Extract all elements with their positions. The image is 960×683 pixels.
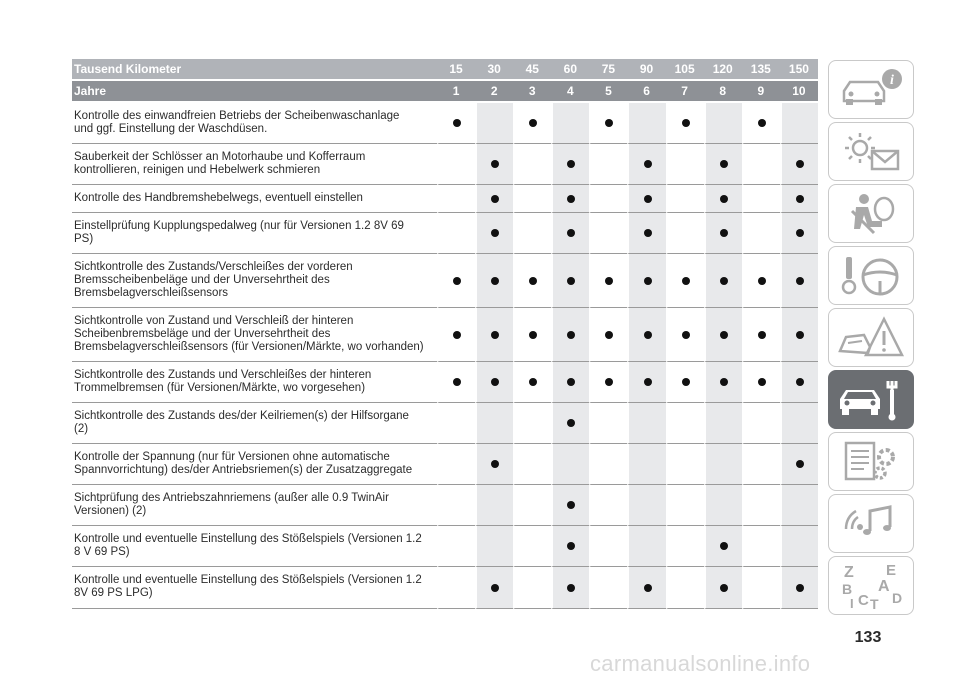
header-years-label: Jahre [72,81,437,103]
header-year-4: 4 [551,81,589,103]
interval-cell [437,362,475,403]
interval-cell [513,567,551,609]
description-line: Kontrolle des einwandfreien Betriebs der Scheibenwaschanlage [74,109,400,122]
scheduled-dot [567,501,575,509]
description-line: Sichtkontrolle des Zustands und Verschleißes der hinteren [74,368,372,381]
interval-cell [551,362,589,403]
scheduled-dot [567,542,575,550]
interval-cell [551,185,589,213]
interval-cell [475,526,513,567]
interval-cell [589,485,627,526]
index-letter: E [886,561,897,579]
row-description [72,308,437,362]
interval-cell [551,254,589,308]
interval-cell [513,103,551,144]
scheduled-dot [567,229,575,237]
sidebar-tab-multimedia[interactable] [828,494,914,553]
interval-cell [704,362,742,403]
interval-cell [551,403,589,444]
interval-cell [589,526,627,567]
interval-cell [704,403,742,444]
index-icon [834,561,908,611]
scheduled-dot [720,229,728,237]
header-km-135: 135 [742,59,780,81]
header-km-75: 75 [589,59,627,81]
scheduled-dot [644,378,652,386]
scheduled-dot [567,160,575,168]
steering-start-icon [834,251,908,301]
scheduled-dot [605,277,613,285]
header-km-45: 45 [513,59,551,81]
interval-cell [742,185,780,213]
scheduled-dot [567,195,575,203]
header-km-90: 90 [627,59,665,81]
interval-cell [437,103,475,144]
scheduled-dot [796,195,804,203]
scheduled-dot [720,542,728,550]
interval-cell [780,254,818,308]
header-year-3: 3 [513,81,551,103]
sidebar-tab-index[interactable] [828,556,914,615]
interval-cell [742,213,780,254]
description-line: Bremsscheibenbeläge und der Unversehrtheit des [74,273,330,286]
sidebar-tab-maintenance[interactable] [828,370,914,429]
header-year-10: 10 [780,81,818,103]
interval-cell [627,526,665,567]
table-row [72,444,818,485]
interval-cell [589,308,627,362]
interval-cell [513,254,551,308]
scheduled-dot [720,331,728,339]
description-line: Bremsbelagverschleißsensors [74,286,229,299]
scheduled-dot [567,331,575,339]
interval-cell [666,485,704,526]
scheduled-dot [567,584,575,592]
description-line: PS) [74,232,94,245]
interval-cell [551,103,589,144]
interval-cell [704,526,742,567]
description-line: Bremsbelagverschleißsensors (für Versionen/Märkte, wo vorhanden) [74,340,424,353]
scheduled-dot [644,331,652,339]
header-km-150: 150 [780,59,818,81]
interval-cell [742,103,780,144]
description-line: (2) [74,422,89,435]
scheduled-dot [491,460,499,468]
interval-cell [437,254,475,308]
interval-cell [742,444,780,485]
scheduled-dot [796,331,804,339]
interval-cell [780,567,818,609]
description-line: Sichtkontrolle von Zustand und Verschleiß der hinteren [74,314,354,327]
interval-cell [627,567,665,609]
interval-cell [589,254,627,308]
interval-cell [589,144,627,185]
header-km-105: 105 [666,59,704,81]
scheduled-dot [796,378,804,386]
interval-cell [437,185,475,213]
scheduled-dot [529,277,537,285]
interval-cell [704,567,742,609]
interval-cell [704,254,742,308]
interval-cell [475,103,513,144]
description-line: Sichtkontrolle des Zustands des/der Keilriemen(s) der Hilfsorgane [74,409,409,422]
maintenance-schedule-table [72,59,818,609]
scheduled-dot [758,331,766,339]
header-km-60: 60 [551,59,589,81]
scheduled-dot [758,378,766,386]
scheduled-dot [720,378,728,386]
interval-cell [589,362,627,403]
interval-cell [627,144,665,185]
header-km-15: 15 [437,59,475,81]
interval-cell [704,103,742,144]
interval-cell [589,444,627,485]
chapter-sidebar [828,60,914,620]
airbag-safety-icon [834,189,908,239]
row-description [72,144,437,185]
scheduled-dot [567,277,575,285]
interval-cell [666,254,704,308]
scheduled-dot [682,378,690,386]
scheduled-dot [758,119,766,127]
interval-cell [780,362,818,403]
header-year-7: 7 [666,81,704,103]
interval-cell [513,213,551,254]
sidebar-tab-emergency[interactable] [828,308,914,367]
header-year-1: 1 [437,81,475,103]
index-letter: I [850,595,854,611]
interval-cell [437,526,475,567]
description-line: Einstellprüfung Kupplungspedalweg (nur für Versionen 1.2 8V 69 [74,219,404,232]
interval-cell [551,444,589,485]
row-description [72,485,437,526]
interval-cell [627,213,665,254]
row-description [72,185,437,213]
interval-cell [704,444,742,485]
interval-cell [627,254,665,308]
table-row [72,526,818,567]
table-row [72,144,818,185]
interval-cell [704,308,742,362]
interval-cell [475,362,513,403]
scheduled-dot [491,378,499,386]
description-line: 8V 69 PS LPG) [74,587,153,599]
interval-cell [780,403,818,444]
interval-cell [475,308,513,362]
scheduled-dot [682,331,690,339]
row-description [72,213,437,254]
table-row [72,103,818,144]
interval-cell [780,213,818,254]
scheduled-dot [644,277,652,285]
row-description [72,103,437,144]
row-description [72,254,437,308]
interval-cell [780,144,818,185]
table-row [72,567,818,609]
interval-cell [666,308,704,362]
header-year-8: 8 [704,81,742,103]
interval-cell [666,403,704,444]
description-line: und ggf. Einstellung der Waschdüsen. [74,122,268,135]
interval-cell [666,362,704,403]
sidebar-tab-technical-data[interactable] [828,432,914,491]
interval-cell [589,567,627,609]
interval-cell [551,526,589,567]
interval-cell [742,403,780,444]
description-line: Versionen) (2) [74,504,147,517]
interval-cell [551,485,589,526]
description-line: Kontrolle und eventuelle Einstellung des Stößelspiels (Versionen 1.2 [74,532,422,545]
svg-text:i: i [890,72,894,88]
index-letter: T [870,595,879,611]
interval-cell [627,308,665,362]
interval-cell [475,144,513,185]
table-row [72,485,818,526]
scheduled-dot [796,229,804,237]
specifications-icon [834,437,908,487]
interval-cell [437,144,475,185]
interval-cell [666,444,704,485]
interval-cell [742,254,780,308]
car-maintenance-icon [834,375,908,425]
interval-cell [589,185,627,213]
interval-cell [742,485,780,526]
interval-cell [704,144,742,185]
interval-cell [513,144,551,185]
table-row [72,185,818,213]
scheduled-dot [720,277,728,285]
interval-cell [627,185,665,213]
scheduled-dot [644,195,652,203]
row-description [72,567,437,609]
scheduled-dot [605,378,613,386]
interval-cell [627,485,665,526]
interval-cell [704,185,742,213]
interval-cell [437,308,475,362]
interval-cell [666,213,704,254]
page-number: 133 [854,629,882,646]
scheduled-dot [796,584,804,592]
scheduled-dot [682,277,690,285]
table-row [72,403,818,444]
scheduled-dot [605,331,613,339]
interval-cell [742,526,780,567]
description-line: Kontrolle und eventuelle Einstellung des Stößelspiels (Versionen 1.2 [74,574,422,586]
description-line: Sichtprüfung des Antriebszahnriemens (außer alle 0.9 TwinAir [74,491,389,504]
interval-cell [780,103,818,144]
interval-cell [780,526,818,567]
interval-cell [704,213,742,254]
table-row [72,254,818,308]
scheduled-dot [491,584,499,592]
sidebar-tab-starting-driving[interactable] [828,246,914,305]
multimedia-icon [834,499,908,549]
scheduled-dot [491,229,499,237]
description-line: Spannvorrichtung) des/der Antriebsriemen(s) der Zusatzaggregate [74,463,413,476]
header-years-row [72,81,818,103]
interval-cell [475,485,513,526]
scheduled-dot [491,277,499,285]
scheduled-dot [796,460,804,468]
header-year-6: 6 [627,81,665,103]
row-description [72,403,437,444]
scheduled-dot [567,378,575,386]
scheduled-dot [491,331,499,339]
row-description [72,526,437,567]
interval-cell [627,403,665,444]
interval-cell [666,144,704,185]
index-letter: B [842,580,853,597]
scheduled-dot [796,277,804,285]
row-description [72,444,437,485]
interval-cell [666,526,704,567]
interval-cell [742,308,780,362]
interval-cell [551,567,589,609]
interval-cell [627,444,665,485]
scheduled-dot [529,331,537,339]
table-row [72,213,818,254]
scheduled-dot [491,160,499,168]
emergency-icon [834,313,908,363]
interval-cell [780,485,818,526]
interval-cell [666,567,704,609]
interval-cell [475,185,513,213]
interval-cell [513,403,551,444]
sidebar-tab-car-info[interactable] [828,60,914,119]
interval-cell [513,444,551,485]
index-letter: A [878,577,890,595]
interval-cell [589,213,627,254]
scheduled-dot [682,119,690,127]
header-kilometers-label: Tausend Kilometer [72,59,437,81]
description-line: Trommelbremsen (für Versionen/Märkte, wo vorgesehen) [74,381,366,394]
interval-cell [742,362,780,403]
sidebar-tab-safety[interactable] [828,184,914,243]
index-letter: D [892,589,903,606]
index-letter: Z [844,563,854,581]
interval-cell [475,567,513,609]
interval-cell [513,485,551,526]
description-line: Sauberkeit der Schlösser an Motorhaube und Kofferraum [74,150,366,163]
interval-cell [437,213,475,254]
row-description [72,362,437,403]
scheduled-dot [796,160,804,168]
warning-lights-icon [834,127,908,177]
interval-cell [475,254,513,308]
scheduled-dot [720,160,728,168]
interval-cell [627,362,665,403]
watermark-text: carmanualsonline.info [590,651,811,676]
table-row [72,308,818,362]
interval-cell [780,444,818,485]
description-line: Scheibenbremsbeläge und der Unversehrtheit des [74,327,331,340]
interval-cell [551,308,589,362]
header-year-5: 5 [589,81,627,103]
header-kilometers-row [72,59,818,81]
interval-cell [475,403,513,444]
scheduled-dot [644,160,652,168]
scheduled-dot [529,119,537,127]
interval-cell [513,308,551,362]
interval-cell [551,213,589,254]
scheduled-dot [491,195,499,203]
index-letter: C [858,591,869,609]
interval-cell [437,485,475,526]
header-km-30: 30 [475,59,513,81]
interval-cell [780,185,818,213]
scheduled-dot [453,277,461,285]
scheduled-dot [529,378,537,386]
scheduled-dot [605,119,613,127]
table-row [72,362,818,403]
interval-cell [627,103,665,144]
interval-cell [589,403,627,444]
scheduled-dot [567,419,575,427]
interval-cell [742,567,780,609]
interval-cell [666,103,704,144]
scheduled-dot [758,277,766,285]
interval-cell [475,213,513,254]
interval-cell [513,185,551,213]
scheduled-dot [453,378,461,386]
interval-cell [437,403,475,444]
description-line: Kontrolle des Handbremshebelwegs, eventuell einstellen [74,191,363,204]
interval-cell [551,144,589,185]
scheduled-dot [644,229,652,237]
header-year-2: 2 [475,81,513,103]
interval-cell [437,567,475,609]
interval-cell [475,444,513,485]
car-info-icon [834,65,908,115]
interval-cell [742,144,780,185]
interval-cell [513,362,551,403]
interval-cell [513,526,551,567]
scheduled-dot [453,331,461,339]
interval-cell [666,185,704,213]
scheduled-dot [453,119,461,127]
description-line: kontrollieren, reinigen und Hebelwerk schmieren [74,163,321,176]
description-line: Kontrolle der Spannung (nur für Versionen ohne automatische [74,450,390,463]
sidebar-tab-warning-lights[interactable] [828,122,914,181]
interval-cell [780,308,818,362]
header-year-9: 9 [742,81,780,103]
description-line: Sichtkontrolle des Zustands/Verschleißes der vorderen [74,260,353,273]
scheduled-dot [720,584,728,592]
interval-cell [704,485,742,526]
description-line: 8 V 69 PS) [74,545,130,558]
scheduled-dot [720,195,728,203]
scheduled-dot [644,584,652,592]
interval-cell [437,444,475,485]
header-km-120: 120 [704,59,742,81]
interval-cell [589,103,627,144]
